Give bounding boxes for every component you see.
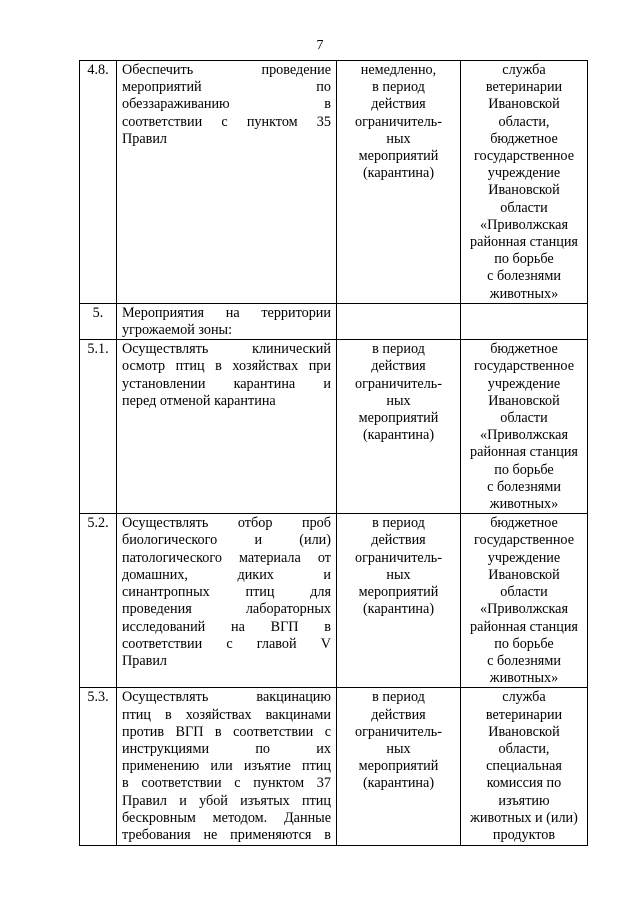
responsible-line: Ивановской — [488, 392, 560, 409]
action-cell — [117, 61, 337, 304]
table-row — [80, 61, 588, 304]
action-line: синантропных птиц для — [122, 584, 331, 601]
responsible-line: специальная — [486, 758, 562, 775]
responsible-line: по борьбе — [494, 251, 554, 268]
action-line: птиц в хозяйствах вакцинами — [122, 706, 331, 723]
term-line: действия — [371, 532, 426, 549]
item-number: 5. — [80, 303, 117, 339]
action-line: Обеспечить проведение — [122, 62, 331, 78]
action-line: мероприятий по — [122, 79, 331, 96]
term-line: мероприятий — [358, 148, 439, 165]
action-cell — [117, 340, 337, 514]
term-cell — [337, 303, 461, 339]
responsible-line: области — [500, 584, 548, 601]
term-line: немедленно, — [360, 62, 437, 78]
responsible-line: с болезнями — [487, 652, 561, 669]
term-line: ных — [386, 130, 411, 147]
table-row — [80, 340, 588, 514]
term-line: в период — [372, 79, 425, 96]
action-line: исследований на ВГП в — [122, 618, 331, 635]
responsible-line: животных» — [489, 496, 559, 513]
item-number: 5.2. — [80, 514, 117, 688]
term-cell — [337, 514, 461, 688]
term-line: (карантина) — [362, 601, 435, 618]
term-line: (карантина) — [362, 427, 435, 444]
responsible-line: по борьбе — [494, 461, 554, 478]
action-cell — [117, 688, 337, 846]
term-line: (карантина) — [362, 165, 435, 182]
term-line: в период — [372, 515, 425, 532]
term-line: ных — [386, 392, 411, 409]
action-cell — [117, 303, 337, 339]
term-line: в период — [372, 341, 425, 358]
action-line: Осуществлять отбор проб — [122, 515, 331, 532]
action-line: соответствии с главой V — [122, 635, 331, 652]
responsible-cell — [461, 61, 588, 304]
responsible-cell — [461, 514, 588, 688]
term-line: в период — [372, 689, 425, 706]
responsible-line: учреждение — [487, 549, 561, 566]
responsible-line: районная станция — [470, 444, 578, 461]
term-line: ограничитель- — [355, 549, 442, 566]
responsible-line: ветеринарии — [485, 79, 563, 96]
responsible-line: продуктов — [492, 826, 556, 843]
responsible-line: области — [500, 199, 548, 216]
responsible-line: государственное — [474, 532, 574, 549]
action-line: Правил — [122, 130, 168, 147]
responsible-line: животных» — [489, 670, 559, 687]
responsible-line: районная станция — [470, 618, 578, 635]
responsible-line: бюджетное — [490, 515, 558, 532]
term-line: (карантина) — [362, 775, 435, 792]
item-number: 5.3. — [80, 688, 117, 846]
action-line: против ВГП в соответствии с — [122, 723, 331, 740]
responsible-line: «Приволжская — [480, 427, 568, 444]
action-line: биологического и (или) — [122, 532, 331, 549]
responsible-line: области — [500, 410, 548, 427]
responsible-line: области, — [498, 113, 550, 130]
action-line: Мероприятия на территории — [122, 304, 331, 321]
term-line: ных — [386, 566, 411, 583]
action-line: бескровным методом. Данные — [122, 809, 331, 826]
responsible-cell — [461, 303, 588, 339]
action-line: обеззараживанию в — [122, 96, 331, 113]
responsible-cell — [461, 340, 588, 514]
page-number: 7 — [316, 38, 324, 53]
responsible-line: комиссия по — [486, 775, 562, 792]
responsible-line: учреждение — [487, 375, 561, 392]
responsible-line: с болезнями — [487, 268, 561, 285]
responsible-line: служба — [502, 62, 546, 78]
responsible-line: «Приволжская — [480, 216, 568, 233]
action-line: Осуществлять клинический — [122, 341, 331, 358]
action-line: в соответствии с пунктом 37 — [122, 775, 331, 792]
term-cell — [337, 61, 461, 304]
action-line: патологического материала от — [122, 549, 331, 566]
term-line: ограничитель- — [355, 113, 442, 130]
action-cell — [117, 514, 337, 688]
term-cell — [337, 340, 461, 514]
action-line: установлении карантина и — [122, 375, 331, 392]
term-cell — [337, 688, 461, 846]
responsible-line: государственное — [474, 148, 574, 165]
term-line: действия — [371, 358, 426, 375]
term-line: ограничитель- — [355, 723, 442, 740]
action-line: проведения лабораторных — [122, 601, 331, 618]
action-line: применению или изъятие птиц — [122, 758, 331, 775]
responsible-line: Ивановской — [488, 96, 560, 113]
term-line: ограничитель- — [355, 375, 442, 392]
table-row — [80, 514, 588, 688]
action-line: осмотр птиц в хозяйствах при — [122, 358, 331, 375]
responsible-line: ветеринарии — [485, 706, 563, 723]
responsible-line: области, — [498, 740, 550, 757]
table-row — [80, 688, 588, 846]
responsible-line: учреждение — [487, 165, 561, 182]
responsible-line: бюджетное — [490, 130, 558, 147]
action-line: Правил и убой изъятых птиц — [122, 792, 331, 809]
term-line: действия — [371, 706, 426, 723]
responsible-line: Ивановской — [488, 723, 560, 740]
action-line: перед отменой карантина — [122, 392, 276, 409]
term-line: действия — [371, 96, 426, 113]
responsible-line: бюджетное — [490, 341, 558, 358]
responsible-line: «Приволжская — [480, 601, 568, 618]
responsible-line: изъятию — [498, 792, 550, 809]
item-number: 4.8. — [80, 61, 117, 304]
item-number: 5.1. — [80, 340, 117, 514]
responsible-cell — [461, 688, 588, 846]
table-row — [80, 303, 588, 339]
responsible-line: служба — [502, 689, 546, 706]
responsible-line: государственное — [474, 358, 574, 375]
responsible-line: животных» — [489, 285, 559, 302]
responsible-line: Ивановской — [488, 566, 560, 583]
term-line: ных — [386, 740, 411, 757]
term-line: мероприятий — [358, 758, 439, 775]
responsible-line: районная станция — [470, 234, 578, 251]
responsible-line: животных и (или) — [470, 809, 578, 826]
action-line: Правил — [122, 652, 168, 669]
action-line: Осуществлять вакцинацию — [122, 689, 331, 706]
action-line: угрожаемой зоны: — [122, 322, 233, 339]
action-line: инструкциями по их — [122, 740, 331, 757]
action-line: требования не применяются в — [122, 826, 331, 843]
action-line: домашних, диких и — [122, 566, 331, 583]
responsible-line: по борьбе — [494, 635, 554, 652]
responsible-line: Ивановской — [488, 182, 560, 199]
action-line: соответствии с пунктом 35 — [122, 113, 331, 130]
term-line: мероприятий — [358, 410, 439, 427]
measures-table — [79, 60, 588, 846]
term-line: мероприятий — [358, 584, 439, 601]
responsible-line: с болезнями — [487, 478, 561, 495]
